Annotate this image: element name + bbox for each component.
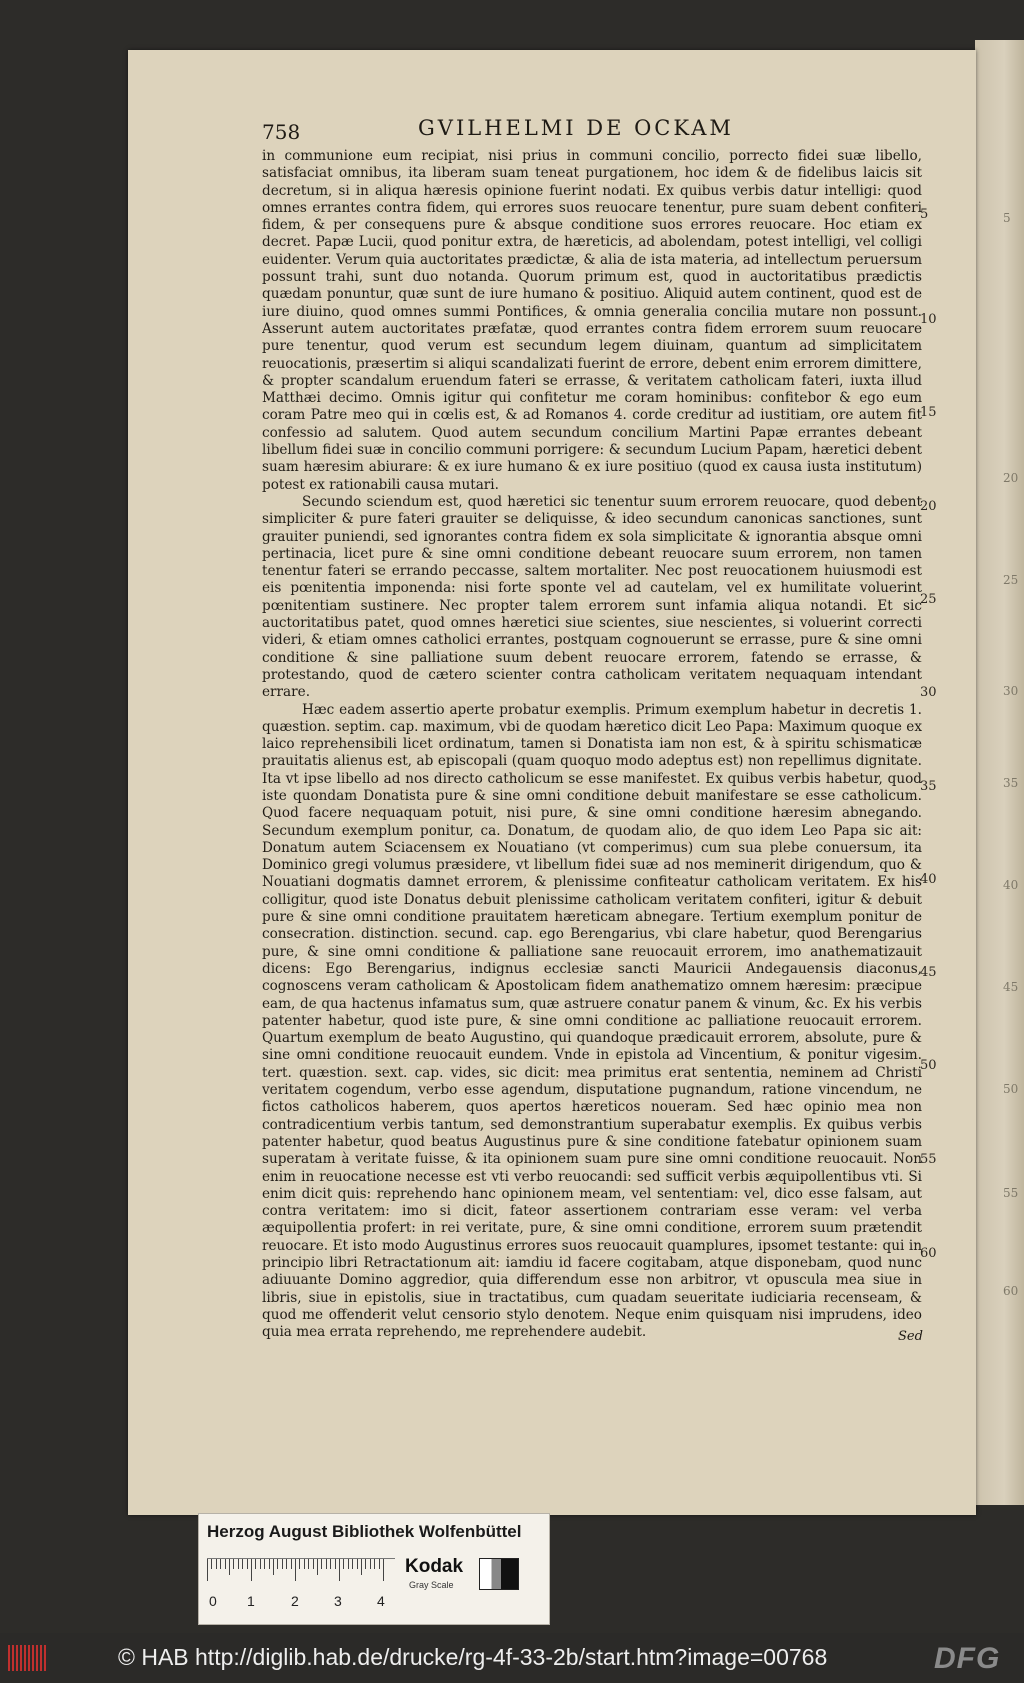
ruler-tick <box>326 1559 327 1569</box>
ruler-tick <box>291 1559 292 1569</box>
facing-line-number: 5 <box>1003 211 1011 225</box>
paragraph: in communione eum recipiat, nisi prius in communi concilio, porrecto fidei suæ libello, satisfaciat omnibus, ita liberam suam teneat purgationem, hoc idem & de fidelibus laicis sit decretum, si in aliqua hæresis opinione fuerint nodati. Ex quibus verbis datur intelligi: quod omnes errantes contra fidem, qui errores suos reuocare tenentur, pure suam debent confiteri fidem, & per consequens pure & absque conditione suos errores reuocare. Hoc etiam ex decret. Papæ Lucii, quod ponitur extra, de hæreticis, ad abolendam, potest intelligi, vel colligi euidenter. Verum quia auctoritates prædictæ, & alia de ista materia, ad intellectum peruersum possunt trahi, sunt duo notanda. Quorum primum est, quod in auctoritatibus prædictis quædam ponuntur, quæ sunt de iure humano & positiuo. Aliquid autem continent, quod est de iure diuino, quod omnes summi Pontifices, & omnia generalia concilia mutare non possunt. Asserunt autem auctoritates præfatæ, quod errantes contra fidem errorem suum reuocare pure tenentur, quod verum est secundum legem diuinam, quantum ad simplicitatem reuocationis, præsertim si aliqui scandalizati fuerint de errore, debent enim errorem dimittere, & propter scandalum eruendum fateri se errasse, & veritatem catholicam fateri, iuxta illud Matthæi decimo. Omnis igitur qui confitetur me coram hominibus: confitebor & ego eum coram Patre meo qui in cœlis est, & ad Romanos 4. corde creditur ad iustitiam, ore autem fit confessio ad salutem. Quod autem secundum concilium Martini Papæ errantes debeant libellum fidei suæ in concilio communi porrigere: & secundum Lucium Papam, hæretici debent suam hæresim abiurare: & ex iure humano & ex iure positiuo (quod ex causa iusta institutum) potest ex rationabili causa mutari. <box>262 148 922 493</box>
ruler-tick <box>343 1559 344 1569</box>
catchword: Sed <box>898 1329 923 1344</box>
page-number: 758 <box>262 120 301 144</box>
ruler-tick <box>207 1559 208 1581</box>
running-head: GVILHELMI DE OCKAM <box>418 116 734 140</box>
paragraph: Hæc eadem assertio aperte probatur exemplis. Primum exemplum habetur in decretis 1. quæstion. septim. cap. maximum, vbi de quodam hæretico dicit Leo Papa: Maximum quoque ex laico reprehensibili licet ordinatum, tamen si Donatista iam non est, & à spiritu schismaticæ prauitatis alienus est, ab episcopali (quam quoquo modo adeptus est) non repellimus dignitate. Ita vt ipse libello ad nos directo catholicum se esse manifestet. Ex quibus verbis habetur, quod iste quondam Donatista pure & sine omni conditione debuit manifestare se esse catholicum. Quod facere nequaquam potuit, nisi pure, & sine omni conditione hæresim abnegando. Secundum exemplum ponitur, ca. Donatum, de quodam alio, de quo idem Leo Papa sic ait: Donatum autem Sciacensem ex Nouatiano (vt comperimus) cum sua plebe conuersum, ita Dominico gregi volumus præsidere, vt libellum fidei suæ ad nos meminerit dirigendum, quo & Nouatiani dogmatis damnet errorem, & plenissime confiteatur catholicam veritatem. Ex his colligitur, quod iste Donatus debuit plenissime catholicam veritatem confiteri, igitur & debuit pure & sine omni conditione prauitatem hæreticam abnegare. Tertium exemplum ponitur de consecration. distinction. secund. cap. ego Berengarius, vbi clare habetur, quod Berengarius pure, & sine omni conditione & palliatione sane reuocauit errorem, imo anathematizauit dicens: Ego Berengarius, indignus ecclesiæ sancti Mauricii Andegauensis diaconus, cognoscens veram catholicam & Apostolicam fidem anathematizo omnem hæresim: præcipue eam, de qua hactenus infamatus sum, quæ astruere conatur panem & vinum, &c. Ex his verbis patenter habetur, quod iste pure, & sine omni conditione ac palliatione reuocauit errorem. Quartum exemplum de beato Augustino, qui quandoque prædicauit errorem, absolute, pure & sine omni conditione reuocauit eundem. Vnde in epistola ad Vincentium, & ponitur vigesim. tert. quæstion. sext. cap. vides, sic dicit: mea primitus erat sententia, neminem ad Christi veritatem cogendum, verbo esse agendum, disputatione pugnandum, ratione vincendum, ne fictos catholicos haberem, quos apertos hæreticos noueram. Sed hæc opinio mea non contradicentium verbis tantum, sed demonstrantium superabatur exemplis. Ex quibus verbis patenter habetur, quod beatus Augustinus pure & sine conditione fatebatur opinionem suam superatam à veritate fuisse, & ita opinionem suam pure sine omni conditione reuocauit. Non enim in reuocatione necesse est vti verbo reuocandi: sed sufficit verbis æquipollentibus vti. Si enim dicit quis: reprehendo hanc opinionem meam, vel sententiam: vel, dico esse falsam, aut contra veritatem: imo si dicit, fateor assertionem contrariam esse veram: vel verba æquipollentia profert: in rei veritate, pure, & sine omni conditione, errorem suum prætendit reuocare. Et isto modo Augustinus errores suos reuocauit quamplures, ipsomet testante: qui in principio libri Retractationum ait: iamdiu id facere cogitabam, atque disponebam, quod nunc adiuuante Domino aggredior, quia differendum esse non arbitror, vt opuscula mea siue in libris, siue in epistolis, siue in tractatibus, cum quadam seueritate iudiciaria recenseam, & quod me offenderit velut censorio stylo denotem. Neque enim quisquam nisi imprudens, ideo quia mea errata reprehendo, me reprehendere audebit. <box>262 701 922 1341</box>
line-number: 50 <box>920 1058 937 1073</box>
ruler-tick <box>282 1559 283 1569</box>
gray-scale-chip <box>479 1558 519 1590</box>
line-number: 15 <box>920 405 937 420</box>
copyright-link[interactable]: © HAB http://diglib.hab.de/drucke/rg-4f-33-2b/start.htm?image=00768 <box>118 1644 828 1670</box>
ruler-tick <box>242 1559 243 1569</box>
kodak-logo: Kodak <box>405 1556 464 1577</box>
ruler-tick <box>352 1559 353 1569</box>
ruler-tick <box>339 1559 340 1581</box>
ruler-tick <box>277 1559 278 1569</box>
ruler-tick <box>260 1559 261 1569</box>
ruler-tick <box>295 1559 296 1581</box>
ruler-tick <box>264 1559 265 1569</box>
page-text <box>262 148 922 1348</box>
ruler-tick <box>211 1559 212 1569</box>
line-number: 30 <box>920 685 937 700</box>
line-number: 10 <box>920 312 937 327</box>
ruler-tick <box>370 1559 371 1569</box>
line-number: 60 <box>920 1246 937 1261</box>
ruler-tick <box>304 1559 305 1569</box>
ruler-tick <box>269 1559 270 1569</box>
barcode-icon <box>8 1645 48 1671</box>
gray-scale-label: Gray Scale <box>409 1580 454 1590</box>
facing-line-number: 60 <box>1003 1284 1019 1298</box>
facing-line-number: 55 <box>1003 1186 1019 1200</box>
line-number: 5 <box>920 207 929 222</box>
ruler-tick <box>317 1559 318 1575</box>
ruler-number: 1 <box>247 1593 255 1609</box>
library-color-target <box>198 1513 550 1625</box>
ruler-tick <box>216 1559 217 1569</box>
facing-line-number: 25 <box>1003 573 1019 587</box>
ruler-tick <box>233 1559 234 1569</box>
ruler-tick <box>321 1559 322 1569</box>
ruler-number: 0 <box>209 1593 217 1609</box>
ruler-tick <box>286 1559 287 1569</box>
line-number: 25 <box>920 592 937 607</box>
facing-line-number: 20 <box>1003 471 1019 485</box>
line-number: 40 <box>920 872 937 887</box>
ruler-tick <box>225 1559 226 1569</box>
facing-line-number: 50 <box>1003 1082 1019 1096</box>
ruler-tick <box>308 1559 309 1569</box>
ruler-tick <box>361 1559 362 1575</box>
ruler-tick <box>255 1559 256 1569</box>
ruler-tick <box>379 1559 380 1569</box>
ruler-number: 3 <box>334 1593 342 1609</box>
ruler-tick <box>238 1559 239 1569</box>
ruler-tick <box>348 1559 349 1569</box>
ruler-number: 4 <box>377 1593 385 1609</box>
ruler-tick <box>365 1559 366 1569</box>
page-header <box>262 116 822 148</box>
ruler-tick <box>330 1559 331 1569</box>
ruler-tick <box>335 1559 336 1569</box>
scale-ruler <box>207 1558 395 1610</box>
ruler-tick <box>374 1559 375 1569</box>
dfg-logo: DFG <box>934 1642 1001 1675</box>
facing-line-number: 30 <box>1003 684 1019 698</box>
ruler-tick <box>251 1559 252 1581</box>
facing-line-number: 40 <box>1003 878 1019 892</box>
line-number: 45 <box>920 965 937 980</box>
facing-line-number: 35 <box>1003 776 1019 790</box>
ruler-tick <box>357 1559 358 1569</box>
library-name: Herzog August Bibliothek Wolfenbüttel <box>207 1522 522 1541</box>
facing-page-edge <box>975 40 1024 1505</box>
paragraph: Secundo sciendum est, quod hæretici sic tenentur suum errorem reuocare, quod debent simpliciter & pure fateri grauiter se deliquisse, & ideo secundum canonicas sanctiones, sunt grauiter puniendi, sed ignorantes contra fidem ex sola simplicitate & ignorantia absque omni pertinacia, licet pure & sine omni conditione debeant reuocare suum errorem, non tamen tenentur fateri se errando peccasse, saltem mortaliter. Nec post reuocationem huiusmodi est eis pœnitentia imponenda: nisi forte sponte vel ad cautelam, vel ex humilitate voluerint pœnitentiam sustinere. Nec propter talem errorem sunt infamia aliqua notandi. Et sic auctoritatibus patet, quod omnes hæretici siue scientes, siue nescientes, si voluerint correcti videri, & etiam omnes catholici errantes, postquam cognouerunt se errasse, pure & sine omni conditione & sine palliatione suum debent reuocare errorem, fatendo se errasse, & protestando, quod de cætero scienter contra catholicam veritatem nequaquam intendant errare. <box>262 493 922 701</box>
footer-bar <box>0 1633 1024 1683</box>
ruler-tick <box>383 1559 384 1581</box>
ruler-tick <box>299 1559 300 1569</box>
line-number: 35 <box>920 779 937 794</box>
line-number: 55 <box>920 1152 937 1167</box>
ruler-number: 2 <box>291 1593 299 1609</box>
ruler-tick <box>220 1559 221 1569</box>
line-number: 20 <box>920 499 937 514</box>
facing-line-number: 45 <box>1003 980 1019 994</box>
ruler-tick <box>229 1559 230 1575</box>
ruler-tick <box>313 1559 314 1569</box>
ruler-tick <box>273 1559 274 1575</box>
ruler-tick <box>247 1559 248 1569</box>
